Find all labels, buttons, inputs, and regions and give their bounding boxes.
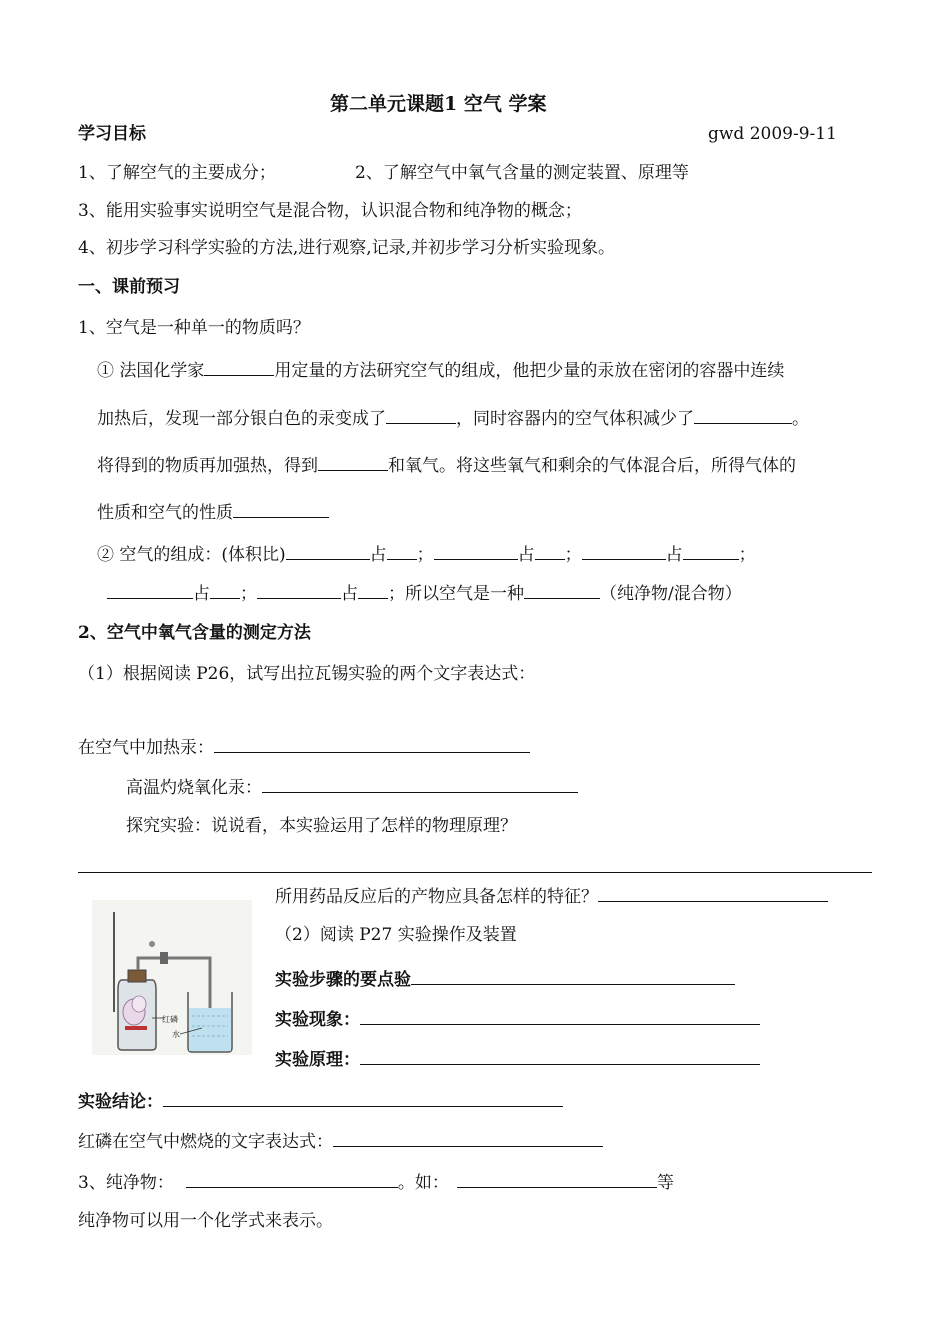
text: 和氧气。将这些氧气和剩余的气体混合后，所得气体的 bbox=[388, 456, 796, 476]
text: ，同时容器内的空气体积减少了 bbox=[456, 409, 694, 429]
blank-ratio-3[interactable] bbox=[683, 541, 739, 560]
composition-line-1 bbox=[97, 541, 756, 566]
objective-3: 3、能用实验事实说明空气是混合物，认识混合物和纯净物的概念； bbox=[78, 201, 582, 221]
blank-steps[interactable] bbox=[411, 966, 735, 985]
text: ；所以空气是一种 bbox=[388, 584, 524, 604]
blank-conclusion[interactable] bbox=[163, 1088, 563, 1107]
page-title: 第二单元课题1 空气 学案 bbox=[330, 93, 547, 115]
paragraph-line-2 bbox=[97, 405, 809, 430]
principle-line bbox=[275, 1046, 760, 1071]
phosphorus-equation-line bbox=[78, 1128, 603, 1153]
text: 将得到的物质再加强热，得到 bbox=[97, 456, 318, 476]
steps-line bbox=[275, 966, 735, 991]
blank-phosphorus-equation[interactable] bbox=[333, 1128, 603, 1147]
objective-1: 1、了解空气的主要成分； bbox=[78, 163, 276, 183]
text: 。 bbox=[792, 409, 809, 429]
heat-mercury-line bbox=[78, 734, 530, 759]
explore-question: 探究实验：说说看，本实验运用了怎样的物理原理？ bbox=[126, 816, 517, 836]
text: 占 bbox=[517, 545, 535, 565]
blank-pure-definition[interactable] bbox=[186, 1169, 398, 1188]
preview-heading: 一、课前预习 bbox=[78, 277, 180, 297]
text: 实验步骤的要点验 bbox=[275, 970, 411, 990]
objectives-heading: 学习目标 bbox=[78, 124, 146, 144]
blank-principle[interactable] bbox=[360, 1046, 760, 1065]
conclusion-line bbox=[78, 1088, 563, 1113]
blank-product[interactable] bbox=[386, 405, 456, 424]
blank-gas-1[interactable] bbox=[286, 541, 370, 560]
composition-line-2 bbox=[107, 580, 742, 605]
clamp bbox=[160, 952, 168, 964]
text: 等 bbox=[656, 1173, 674, 1193]
phosphorus-spoon bbox=[125, 1026, 147, 1030]
blank-ratio-4[interactable] bbox=[210, 580, 240, 599]
combustion-smoke-top bbox=[132, 996, 146, 1012]
oxygen-heading: 2、空气中氧气含量的测定方法 bbox=[78, 623, 311, 643]
bottle-stopper bbox=[128, 970, 146, 982]
text: 占 bbox=[665, 545, 683, 565]
text: 高温灼烧氧化汞： bbox=[126, 778, 262, 798]
pure-substance-line bbox=[78, 1169, 674, 1194]
text: 加热后，发现一部分银白色的汞变成了 bbox=[97, 409, 386, 429]
objective-2: 2、了解空气中氧气含量的测定装置、原理等 bbox=[355, 163, 689, 183]
paragraph-line-3 bbox=[97, 452, 796, 477]
experiment-apparatus-figure bbox=[92, 900, 252, 1055]
text: 实验结论： bbox=[78, 1092, 163, 1112]
text: 实验原理： bbox=[275, 1050, 360, 1070]
blank-ratio-2[interactable] bbox=[535, 541, 565, 560]
decompose-line bbox=[126, 774, 578, 799]
blank-ratio-5[interactable] bbox=[358, 580, 388, 599]
product-question-line bbox=[275, 883, 828, 908]
blank-gas-3[interactable] bbox=[582, 541, 666, 560]
blank-ratio-1[interactable] bbox=[387, 541, 417, 560]
phenomenon-line bbox=[275, 1006, 760, 1031]
label-phosphorus: 红磷 bbox=[162, 1015, 178, 1024]
paragraph-line-4 bbox=[97, 499, 329, 524]
blank-property[interactable] bbox=[233, 499, 329, 518]
blank-decompose[interactable] bbox=[262, 774, 578, 793]
objective-4: 4、初步学习科学实验的方法,进行观察,记录,并初步学习分析实验现象。 bbox=[78, 238, 616, 258]
text: 性质和空气的性质 bbox=[97, 503, 233, 523]
blank-pure-examples[interactable] bbox=[457, 1169, 657, 1188]
blank-gas-2[interactable] bbox=[434, 541, 518, 560]
text: 占 bbox=[369, 545, 387, 565]
author-date: gwd 2009-9-11 bbox=[708, 124, 837, 144]
text: 在空气中加热汞： bbox=[78, 738, 214, 758]
read-p26: （1）根据阅读 P26，试写出拉瓦锡实验的两个文字表达式： bbox=[78, 664, 536, 684]
blank-phenomenon[interactable] bbox=[360, 1006, 760, 1025]
blank-gas-5[interactable] bbox=[257, 580, 341, 599]
text: （纯净物/混合物） bbox=[600, 584, 742, 604]
horizontal-rule bbox=[78, 872, 872, 873]
label-water: 水 bbox=[172, 1030, 180, 1039]
text: 用定量的方法研究空气的组成，他把少量的汞放在密闭的容器中连续 bbox=[274, 361, 785, 381]
text: ； bbox=[738, 545, 756, 565]
text: 。如： bbox=[397, 1173, 449, 1193]
question-1: 1、空气是一种单一的物质吗？ bbox=[78, 318, 310, 338]
blank-chemist[interactable] bbox=[204, 357, 274, 376]
text: ① 法国化学家 bbox=[97, 361, 205, 381]
blank-obtain[interactable] bbox=[318, 452, 388, 471]
text: ② 空气的组成：(体积比) bbox=[97, 545, 286, 565]
text: 占 bbox=[193, 584, 210, 604]
pure-substance-note: 纯净物可以用一个化学式来表示。 bbox=[78, 1211, 333, 1231]
text: 3、纯净物： bbox=[78, 1173, 174, 1193]
text: 红磷在空气中燃烧的文字表达式： bbox=[78, 1132, 333, 1152]
blank-product-feature[interactable] bbox=[598, 883, 828, 902]
blank-heat-mercury[interactable] bbox=[214, 734, 530, 753]
text: 所用药品反应后的产物应具备怎样的特征？ bbox=[275, 887, 598, 907]
clamp-knob bbox=[149, 941, 155, 947]
blank-volume[interactable] bbox=[694, 405, 792, 424]
text: 占 bbox=[341, 584, 358, 604]
blank-mixture[interactable] bbox=[524, 580, 600, 599]
read-p27: （2）阅读 P27 实验操作及装置 bbox=[275, 925, 517, 945]
text: ； bbox=[240, 584, 257, 604]
text: ； bbox=[416, 545, 434, 565]
text: 实验现象： bbox=[275, 1010, 360, 1030]
text: ； bbox=[564, 545, 582, 565]
blank-gas-4[interactable] bbox=[107, 580, 193, 599]
paragraph-line-1 bbox=[97, 357, 784, 382]
